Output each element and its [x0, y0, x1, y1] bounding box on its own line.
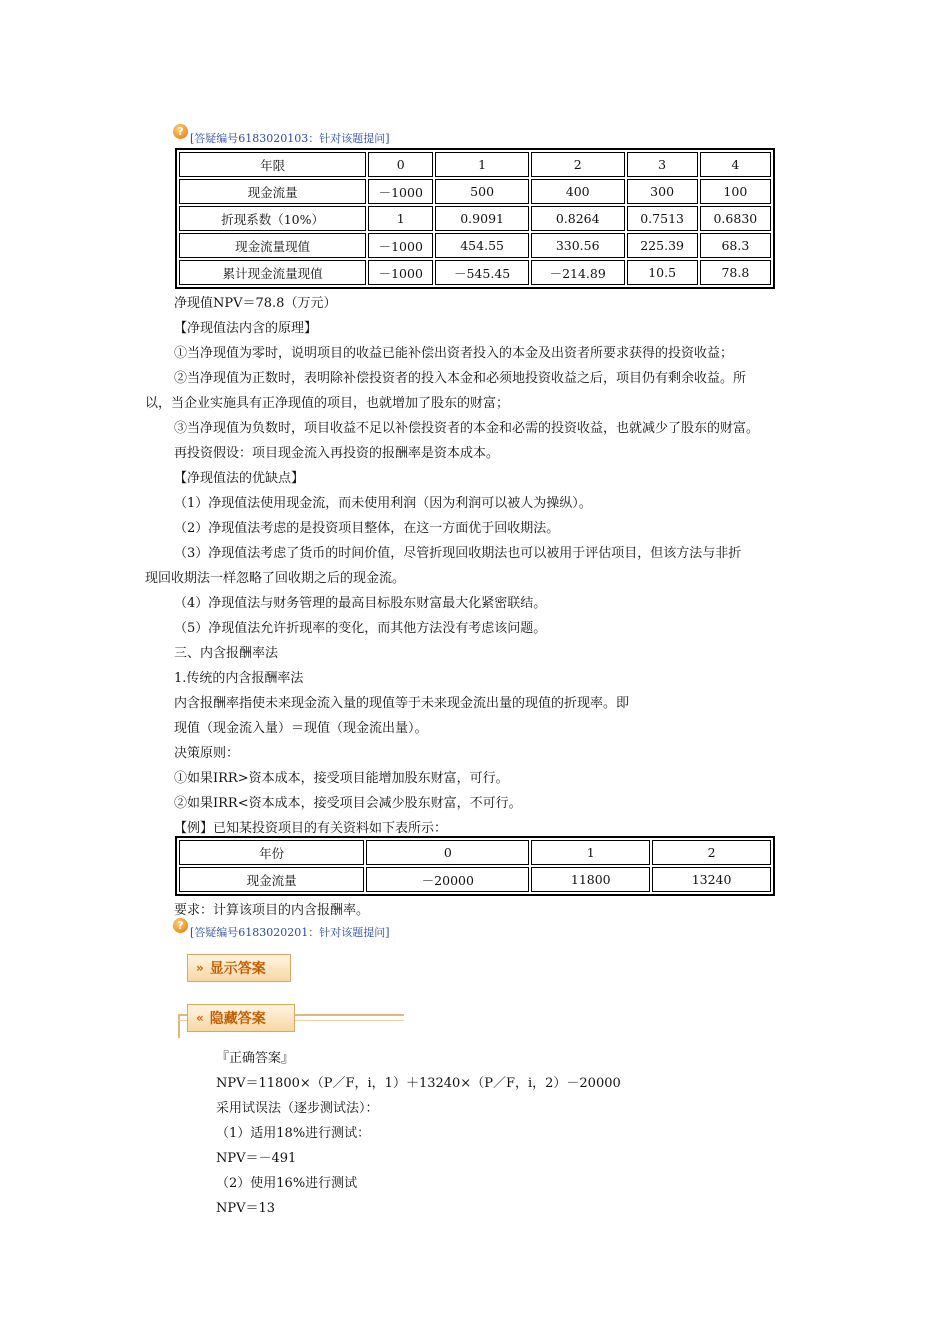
- pros-heading: 【净现值法的优缺点】: [174, 471, 305, 486]
- table-cell: 11800: [531, 867, 650, 892]
- table-cell: 折现系数（10%）: [179, 206, 366, 231]
- answer-test-2-npv: NPV＝13: [216, 1201, 276, 1216]
- section-heading-irr: 三、内含报酬率法: [174, 646, 279, 661]
- table-cell: 累计现金流量现值: [179, 260, 366, 285]
- pros-item-1: （1）净现值法使用现金流，而未使用利润（因为利润可以被人为操纵）。: [174, 496, 592, 511]
- answer-npv-formula: NPV＝11800×（P／F，i，1）＋13240×（P／F，i，2）－20000: [216, 1076, 621, 1091]
- table-cell: 年份: [179, 840, 364, 865]
- decision-heading: 决策原则：: [174, 746, 240, 761]
- pros-item-3: （3）净现值法考虑了货币的时间价值，尽管折现回收期法也可以被用于评估项目，但该方法与非折: [174, 546, 742, 561]
- principle-item-2: ②当净现值为正数时，表明除补偿投资者的投入本金和必须地投资收益之后，项目仍有剩余收益。所: [174, 371, 747, 386]
- table-cell: 78.8: [700, 260, 771, 285]
- chevron-up-icon: «: [196, 1011, 204, 1025]
- table-cell: 现金流量: [179, 179, 366, 204]
- hide-answer-label: 隐藏答案: [209, 1011, 266, 1027]
- table-cell: 1: [435, 152, 529, 177]
- table-cell: 0.9091: [435, 206, 529, 231]
- answer-test-1: （1）适用18%进行测试：: [216, 1126, 371, 1141]
- table-cell: 2: [531, 152, 625, 177]
- subsection-heading: 1.传统的内含报酬率法: [174, 671, 304, 686]
- cash-flow-table: [175, 148, 775, 289]
- question-link-1[interactable]: [答疑编号6183020103：针对该题提问]: [190, 132, 390, 145]
- table-cell: 10.5: [627, 260, 698, 285]
- answer-title: 『正确答案』: [216, 1051, 295, 1066]
- table-cell: 225.39: [627, 233, 698, 258]
- table-cell: 年限: [179, 152, 366, 177]
- table-row: [179, 867, 771, 892]
- table-cell: 0.6830: [700, 206, 771, 231]
- requirement: 要求：计算该项目的内含报酬率。: [174, 903, 370, 918]
- pros-item-5: （5）净现值法允许折现率的变化，而其他方法没有考虑该问题。: [174, 621, 547, 636]
- table-row: [179, 233, 771, 258]
- table-cell: －20000: [366, 867, 529, 892]
- show-answer-label: 显示答案: [209, 961, 266, 977]
- decision-rule-1: ①如果IRR>资本成本，接受项目能增加股东财富，可行。: [174, 771, 509, 786]
- principle-item-3: ③当净现值为负数时，项目收益不足以补偿投资者的本金和必需的投资收益，也就减少了股东的财富。: [174, 421, 760, 436]
- table-cell: －1000: [368, 179, 433, 204]
- question-icon: ?: [173, 124, 188, 139]
- table-cell: 500: [435, 179, 529, 204]
- table-cell: 现金流量: [179, 867, 364, 892]
- principle-heading: 【净现值法内含的原理】: [174, 321, 318, 336]
- question-icon: ?: [173, 918, 188, 933]
- example-cash-flow-table: [175, 836, 775, 896]
- table-cell: 0.8264: [531, 206, 625, 231]
- example-heading: 【例】已知某投资项目的有关资料如下表所示：: [174, 821, 448, 836]
- table-cell: 0: [366, 840, 529, 865]
- answer-method: 采用试误法（逐步测试法）：: [216, 1101, 379, 1116]
- table-cell: 2: [652, 840, 771, 865]
- pros-item-2: （2）净现值法考虑的是投资项目整体，在这一方面优于回收期法。: [174, 521, 560, 536]
- answer-test-2: （2）使用16%进行测试: [216, 1176, 358, 1191]
- table-cell: －545.45: [435, 260, 529, 285]
- pros-item-3-cont: 现回收期法一样忽略了回收期之后的现金流。: [145, 571, 406, 586]
- table-cell: 68.3: [700, 233, 771, 258]
- table-cell: 现金流量现值: [179, 233, 366, 258]
- irr-definition: 内含报酬率指使未来现金流入量的现值等于未来现金流出量的现值的折现率。即: [174, 696, 630, 711]
- pros-item-4: （4）净现值法与财务管理的最高目标股东财富最大化紧密联结。: [174, 596, 547, 611]
- table-cell: 0.7513: [627, 206, 698, 231]
- table-row: [179, 840, 771, 865]
- table-cell: 1: [368, 206, 433, 231]
- table-row: [179, 260, 771, 285]
- table-cell: 0: [368, 152, 433, 177]
- principle-item-1: ①当净现值为零时，说明项目的收益已能补偿出资者投入的本金及出资者所要求获得的投资收益；: [174, 346, 734, 361]
- principle-item-2-cont: 以，当企业实施具有正净现值的项目，也就增加了股东的财富；: [145, 396, 510, 411]
- table-cell: －1000: [368, 233, 433, 258]
- table-cell: 454.55: [435, 233, 529, 258]
- table-cell: 400: [531, 179, 625, 204]
- table-row: [179, 152, 771, 177]
- table-cell: 3: [627, 152, 698, 177]
- table-cell: －1000: [368, 260, 433, 285]
- answer-frame-left: [178, 1014, 180, 1038]
- npv-result: 净现值NPV＝78.8（万元）: [174, 296, 337, 311]
- answer-test-1-npv: NPV＝－491: [216, 1151, 297, 1166]
- table-cell: 300: [627, 179, 698, 204]
- reinvest-assumption: 再投资假设：项目现金流入再投资的报酬率是资本成本。: [174, 446, 500, 461]
- table-cell: 13240: [652, 867, 771, 892]
- table-cell: 4: [700, 152, 771, 177]
- table-cell: 1: [531, 840, 650, 865]
- hide-answer-button[interactable]: [187, 1004, 295, 1032]
- decision-rule-2: ②如果IRR<资本成本，接受项目会减少股东财富，不可行。: [174, 796, 522, 811]
- question-link-2[interactable]: [答疑编号6183020201：针对该题提问]: [190, 926, 390, 939]
- chevron-down-icon: »: [196, 961, 204, 975]
- table-cell: 100: [700, 179, 771, 204]
- table-cell: －214.89: [531, 260, 625, 285]
- show-answer-button[interactable]: [187, 954, 291, 982]
- table-row: [179, 179, 771, 204]
- table-row: [179, 206, 771, 231]
- table-cell: 330.56: [531, 233, 625, 258]
- irr-equation: 现值（现金流入量）＝现值（现金流出量）。: [174, 721, 428, 736]
